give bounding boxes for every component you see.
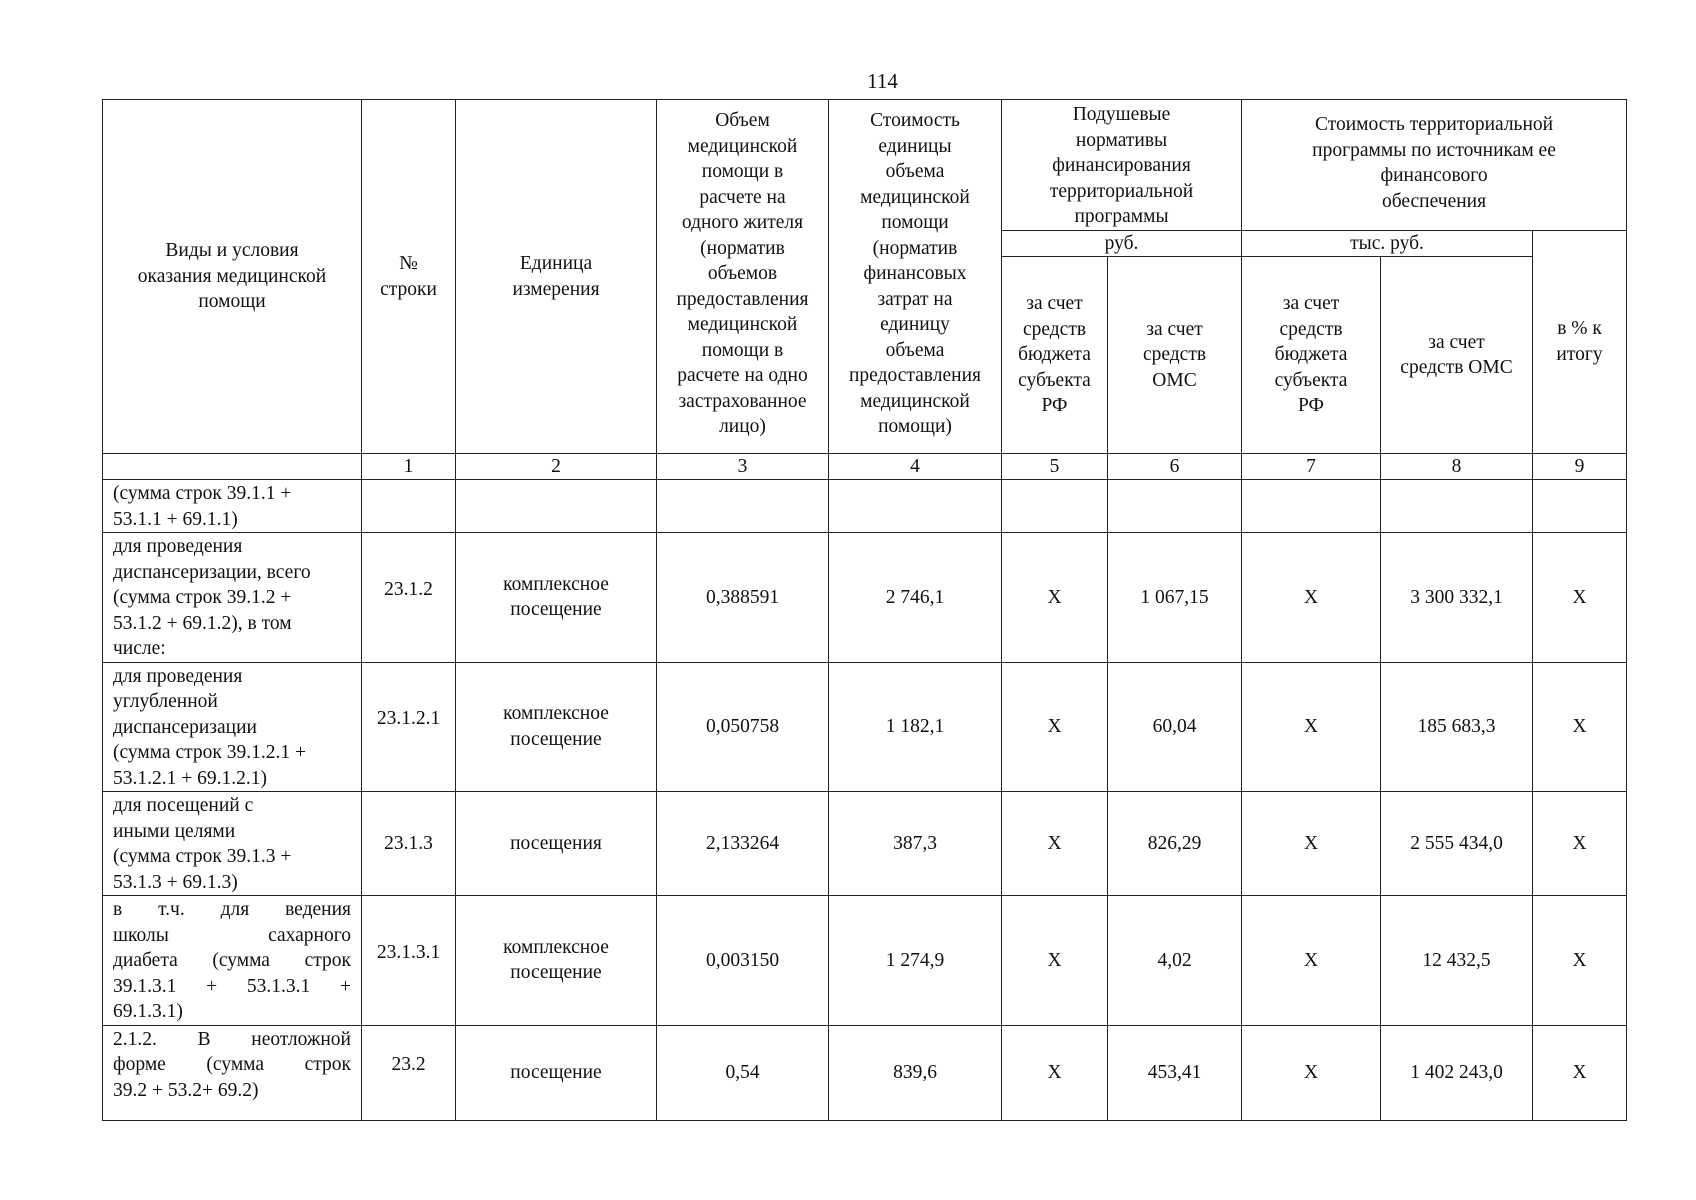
row-oms-total-cell: 12 432,5 [1381,896,1533,1026]
table-row [103,662,1627,792]
row-budget-total-cell [1242,480,1381,533]
text-line: средств [1142,344,1207,366]
text-line: средств ОМС [1400,357,1513,378]
column-number: 2 [456,454,657,480]
row-cost-cell: 387,3 [829,792,1002,896]
table-row [103,896,1627,1026]
header-kind [103,100,362,454]
text-line: ОМС [1152,369,1197,391]
text-line: посещение [510,728,602,750]
header-unit-rub: руб. [1002,230,1242,257]
row-number-cell: 23.1.3 [362,792,456,896]
row-cost-cell: 839,6 [829,1025,1002,1120]
text-line: итогу [1556,343,1603,365]
text-line: помощи [881,212,949,233]
text-line: бюджета [1274,344,1348,366]
row-unit-cell [456,533,657,663]
text-line: помощи в [701,339,784,361]
column-number: 8 [1381,454,1533,480]
header-row-number [362,100,456,454]
text-line: диспансеризации [113,716,257,738]
text-line: в т.ч. для ведения [113,899,351,920]
text-line: медицинской [687,135,798,157]
row-cost-cell: 1 274,9 [829,896,1002,1026]
text-line: (сумма строк 39.1.3 + [113,846,292,867]
row-percent-cell: Х [1533,896,1627,1026]
table-row [103,1025,1627,1120]
row-budget-total-cell: Х [1242,896,1381,1026]
column-number: 5 [1002,454,1108,480]
table-row [103,533,1627,663]
row-percent-cell [1533,480,1627,533]
column-number: 9 [1533,454,1627,480]
text-line: Виды и условия [165,240,299,262]
text-line: финансового [1380,165,1488,186]
row-percent-cell: Х [1533,792,1627,896]
table-row [103,792,1627,896]
row-unit-cell [456,792,657,896]
header-oms-thousand [1381,257,1533,454]
text-line: (сумма строк 39.1.1 + [113,483,292,504]
row-number-cell: 23.1.3.1 [362,896,456,1026]
column-number: 3 [657,454,829,480]
row-unit-cell [456,1025,657,1120]
row-volume-cell [657,480,829,533]
row-budget-cell: Х [1002,533,1108,663]
text-line: числе: [113,638,166,659]
row-number-cell [362,480,456,533]
text-line: посещение [510,599,602,621]
row-number-cell: 23.1.2 [362,533,456,663]
row-unit-cell [456,480,657,533]
text-line: расчете на одно [677,365,808,386]
text-line: медицинской [860,186,970,208]
row-unit-cell [456,662,657,792]
row-budget-cell: Х [1002,662,1108,792]
text-line: 39.2 + 53.2+ 69.2) [113,1079,259,1101]
row-kind-cell [103,533,362,663]
text-line: посещение [510,1061,602,1083]
row-volume-cell: 2,133264 [657,792,829,896]
text-line: (норматив [872,237,958,259]
text-line: за счет [1428,331,1485,353]
text-line: застрахованное [678,390,807,412]
text-line: для проведения [113,536,243,557]
text-line: 39.1.3.1 + 53.1.3.1 + [113,975,351,997]
row-oms-total-cell: 185 683,3 [1381,662,1533,792]
text-line: средств [1022,318,1087,340]
page-number: 114 [867,69,898,93]
row-budget-total-cell: Х [1242,533,1381,663]
text-line: строки [380,278,437,300]
header-percapita-group [1002,100,1242,231]
text-line: (сумма строк 39.1.2 + [113,587,292,608]
text-line: финансирования [1052,155,1191,176]
text-line: комплексное [503,573,609,595]
column-number: 6 [1108,454,1242,480]
header-budget-thousand [1242,257,1381,454]
row-oms-cell: 826,29 [1108,792,1242,896]
row-cost-cell: 1 182,1 [829,662,1002,792]
text-line: одного жителя [681,212,804,233]
text-line: затрат на [877,288,953,310]
row-kind-cell [103,662,362,792]
row-oms-cell: 4,02 [1108,896,1242,1026]
text-line: (норматив [700,237,785,259]
row-budget-total-cell: Х [1242,1025,1381,1120]
row-budget-cell: Х [1002,896,1108,1026]
text-line: помощи [198,291,266,313]
text-line: диабета (сумма строк [113,950,351,971]
header-oms-rub [1108,257,1242,454]
text-line: обеспечения [1381,190,1487,212]
text-line: оказания медицинской [137,265,327,287]
row-percent-cell: Х [1533,533,1627,663]
table-body [103,480,1627,1121]
row-volume-cell: 0,54 [657,1025,829,1120]
financing-table [102,99,1627,1121]
row-oms-total-cell: 1 402 243,0 [1381,1025,1533,1120]
text-line: измерения [512,278,600,300]
text-line: единицы [878,135,952,157]
text-line: (сумма строк 39.1.2.1 + [113,742,306,763]
text-line: нормативы [1075,129,1168,151]
text-line: школы сахарного [113,924,351,946]
text-line: 53.1.2.1 + 69.1.2.1) [113,767,267,789]
text-line: медицинской [687,314,798,335]
header-unit-thousand-rub: тыс. руб. [1242,230,1533,257]
row-budget-cell: Х [1002,1025,1108,1120]
text-line: 53.1.3 + 69.1.3) [113,871,238,893]
table-row [103,480,1627,533]
text-line: в % к [1557,318,1602,340]
row-kind-cell [103,896,362,1026]
text-line: за счет [1282,293,1340,315]
row-volume-cell: 0,050758 [657,662,829,792]
row-cost-cell [829,480,1002,533]
text-line: 53.1.1 + 69.1.1) [113,508,238,530]
text-line: комплексное [503,936,609,958]
text-line: посещения [510,832,602,854]
text-line: бюджета [1018,344,1091,366]
row-unit-cell [456,896,657,1026]
text-line: финансовых [863,263,967,284]
column-number-row [103,454,1627,480]
row-kind-cell [103,1025,362,1120]
row-kind-cell [103,480,362,533]
row-kind-cell [103,792,362,896]
header-percent [1533,230,1627,454]
text-line: субъекта [1274,369,1348,391]
text-line: программы по источникам ее [1312,139,1556,161]
row-oms-total-cell: 2 555 434,0 [1381,792,1533,896]
row-volume-cell: 0,388591 [657,533,829,663]
row-budget-total-cell: Х [1242,662,1381,792]
header-volume [657,100,829,454]
text-line: помощи) [878,416,952,437]
header-cost [829,100,1002,454]
text-line: за счет [1146,318,1203,340]
text-line: объема [885,339,945,361]
row-oms-cell: 453,41 [1108,1025,1242,1120]
text-line: Подушевые [1072,104,1171,125]
text-line: медицинской [860,390,970,412]
text-line: объемов [707,263,778,284]
text-line: Стоимость [870,110,960,131]
text-line: форме (сумма строк [113,1054,351,1075]
text-line: объема [885,161,945,182]
text-line: РФ [1041,395,1068,417]
column-number: 4 [829,454,1002,480]
text-line: расчете на [699,186,786,208]
text-line: Единица [519,253,593,274]
row-oms-cell: 60,04 [1108,662,1242,792]
column-number [103,454,362,480]
row-volume-cell: 0,003150 [657,896,829,1026]
text-line: лицо) [719,416,766,437]
column-number: 1 [362,454,456,480]
text-line: программы [1074,206,1169,227]
text-line: Стоимость территориальной [1314,114,1554,135]
text-line: № [399,253,418,274]
text-line: субъекта [1018,369,1091,391]
text-line: 2.1.2. В неотложной [113,1028,351,1050]
text-line: единицу [880,314,950,335]
text-line: за счет [1026,293,1083,315]
header-budget-rub [1002,257,1108,454]
header-cost-total-group [1242,100,1627,231]
text-line: иными целями [113,820,236,842]
text-line: предоставления [849,365,981,386]
text-line: 53.1.2 + 69.1.2), в том [113,612,292,634]
text-line: углубленной [113,691,218,712]
row-oms-total-cell: 3 300 332,1 [1381,533,1533,663]
row-percent-cell: Х [1533,662,1627,792]
text-line: для проведения [113,665,243,687]
row-budget-cell [1002,480,1108,533]
text-line: предоставления [676,288,809,310]
text-line: 69.1.3.1) [113,1001,183,1022]
row-oms-cell [1108,480,1242,533]
text-line: средств [1279,318,1343,340]
text-line: комплексное [503,703,609,725]
row-oms-total-cell [1381,480,1533,533]
row-number-cell: 23.2 [362,1025,456,1120]
column-number: 7 [1242,454,1381,480]
text-line: посещение [510,962,602,984]
text-line: помощи в [701,161,784,182]
text-line: для посещений с [113,795,254,816]
row-oms-cell: 1 067,15 [1108,533,1242,663]
header-unit [456,100,657,454]
text-line: территориальной [1049,180,1194,202]
row-budget-cell: Х [1002,792,1108,896]
row-budget-total-cell: Х [1242,792,1381,896]
text-line: диспансеризации, всего [113,561,311,583]
row-number-cell: 23.1.2.1 [362,662,456,792]
row-cost-cell: 2 746,1 [829,533,1002,663]
row-percent-cell: Х [1533,1025,1627,1120]
text-line: Объем [715,110,770,131]
text-line: РФ [1298,395,1324,417]
